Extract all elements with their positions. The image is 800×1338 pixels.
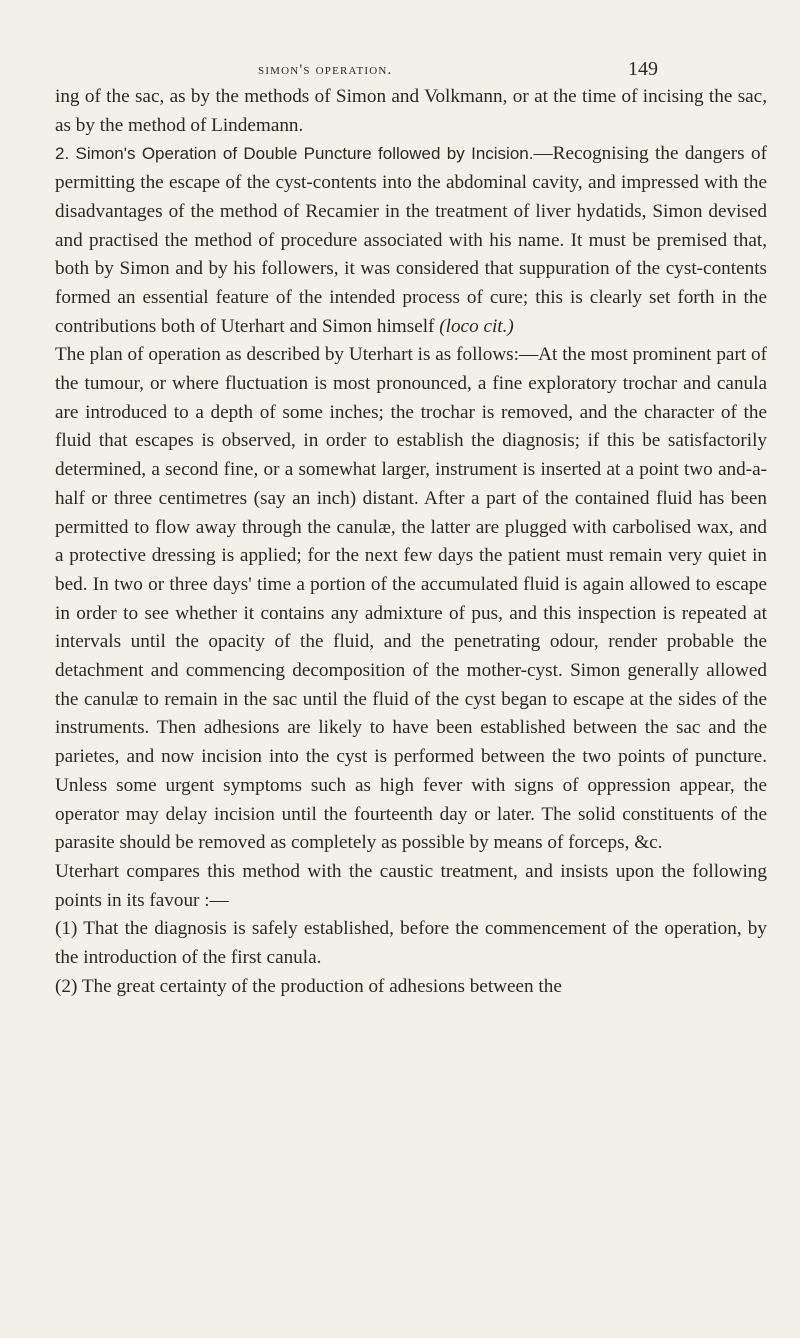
paragraph-plan-of-operation: The plan of operation as described by Uterhart is as follows:—At the most prominent part of the tumour, or where fluctuation is most pronounced, a fine exploratory trochar and canula are introduced to a depth of some inches; the trochar is removed, and the character of the fluid that escapes is observed, in order to establish the diagnosis; if this be satisfactorily determined, a second fine, or a somewhat larger, instrument is inserted at a point two and-a-half or three centimetres (say an inch) distant. After a part of the contained fluid has been permitted to flow away through the canulæ, the latter are plugged with carbolised wax, and a protective dressing is applied; for the next few days the patient must remain very quiet in bed. In two or three days' time a portion of the accumulated fluid is again allowed to escape in order to see whether it contains any admixture of pus, and this inspection is repeated at intervals until the opacity of the fluid, and the penetrating odour, render probable the detachment and commencing decomposition of the mother-cyst. Simon generally allowed the canulæ to remain in the sac until the fluid of the cyst began to escape at the sides of the instruments. Then adhesions are likely to have been established between the sac and the parietes, and now incision into the cyst is performed between the two points of puncture. Unless some urgent symptoms such as high fever with signs of oppression appear, the operator may delay incision until the fourteenth day or later. The solid constituents of the parasite should be removed as completely as possible by means of forceps, &c.: [55, 344, 767, 854]
paragraph-simons-operation: [55, 140, 767, 341]
running-title: simon's operation.: [258, 62, 393, 78]
citation-italic: (loco cit.): [439, 315, 514, 337]
paragraph-text: —Recognising the dangers of permitting the escape of the cyst-contents into the abdominal cavity, and impressed with the disadvantages of the method of Recamier in the treatment of liver hydatids, Simon devised and practised the method of procedure associated with his name. It must be premised that, both by Simon and by his followers, it was considered that suppuration of the cyst-contents formed an essential feature of the intended process of cure; this is clearly set forth in the contributions both of Uterhart and Simon himself: [55, 143, 767, 337]
page-number: 149: [628, 58, 658, 80]
paragraph-uterhart-compares: Uterhart compares this method with the caustic treatment, and insists upon the following points in its favour :—: [55, 860, 767, 911]
body-text: [55, 83, 767, 1002]
section-heading: 2. Simon's Operation of Double Puncture followed by Incision.: [55, 144, 534, 164]
list-item-2: (2) The great certainty of the production of adhesions between the: [55, 975, 562, 997]
list-item-1: (1) That the diagnosis is safely established, before the commencement of the operation, by the introduction of the first canula.: [55, 918, 767, 969]
paragraph-continuation: ing of the sac, as by the methods of Simon and Volkmann, or at the time of incising the sac, as by the method of Lindemann.: [55, 86, 767, 136]
